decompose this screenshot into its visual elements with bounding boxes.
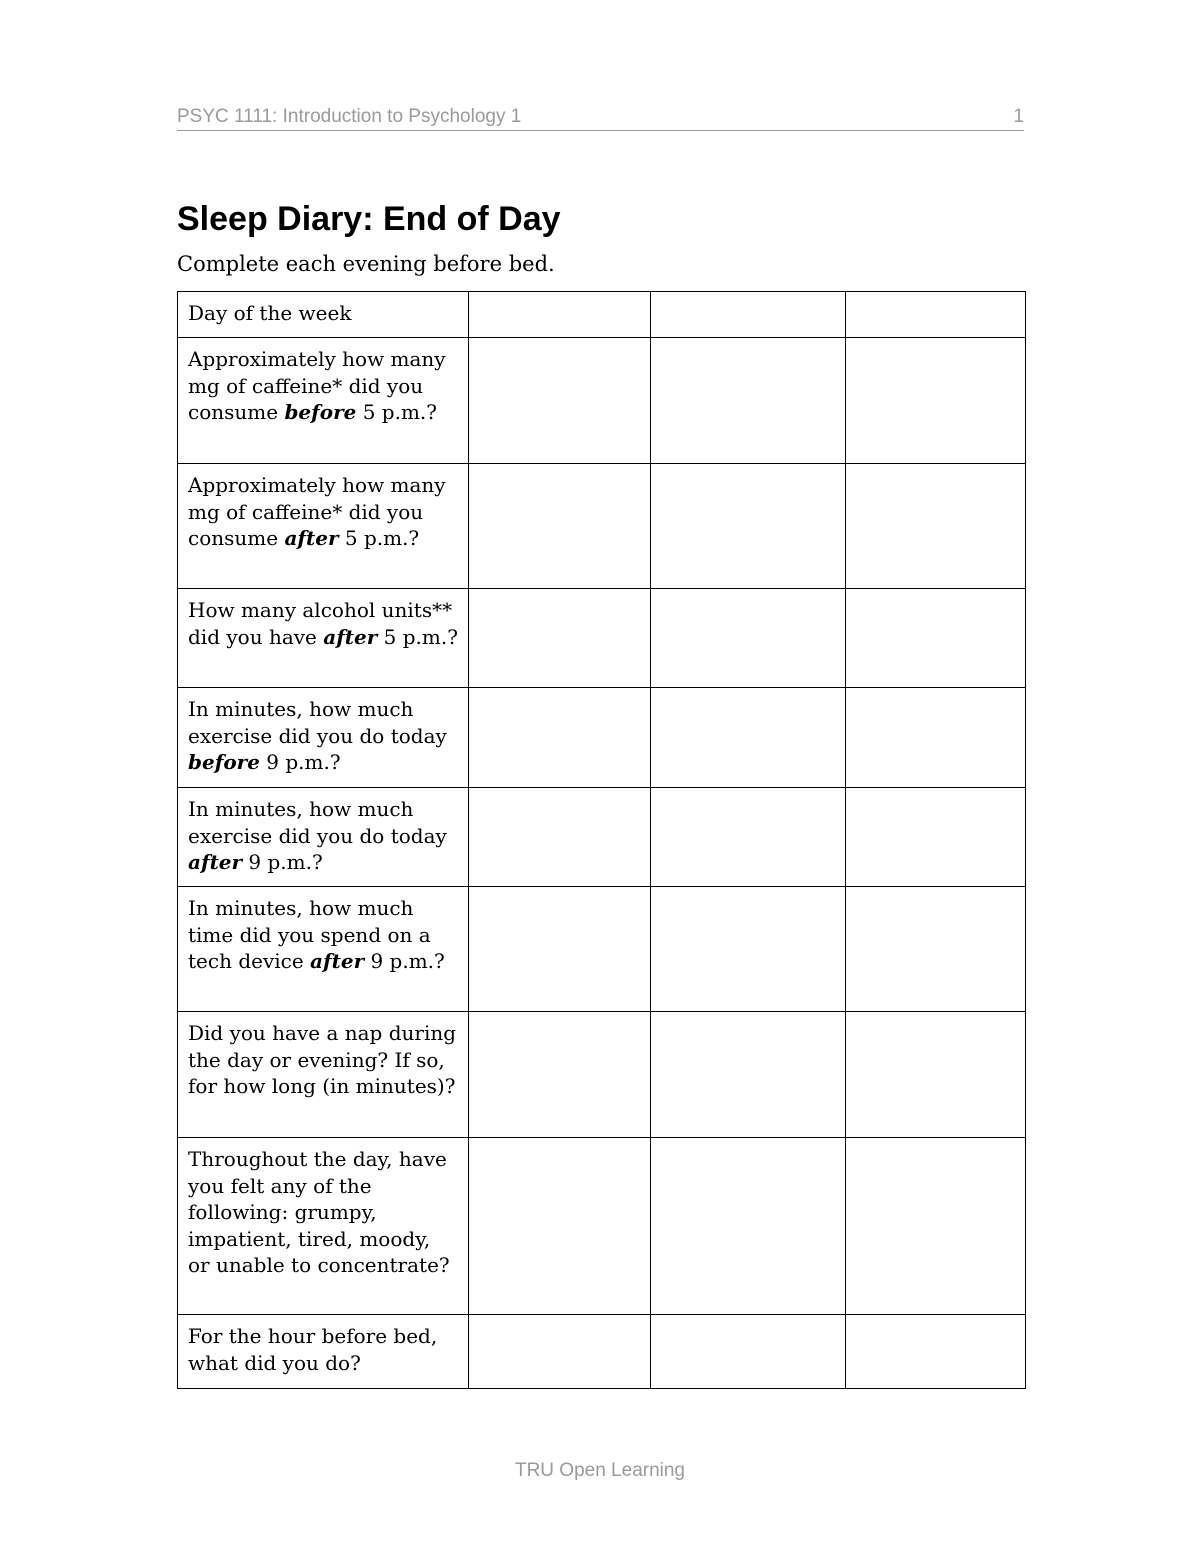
answer-cell-day-3[interactable] bbox=[846, 338, 1026, 464]
emphasis-text: after bbox=[188, 850, 243, 874]
answer-cell-day-2[interactable] bbox=[651, 1012, 846, 1138]
question-cell bbox=[178, 1138, 469, 1315]
question-text: In minutes, how much exercise did you do today bbox=[188, 797, 447, 848]
page-number: 1 bbox=[1013, 106, 1024, 127]
question-text: In minutes, how much exercise did you do today bbox=[188, 697, 447, 748]
diary-row bbox=[178, 292, 1026, 338]
question-text: For the hour before bed, what did you do? bbox=[188, 1324, 438, 1375]
answer-cell-day-3[interactable] bbox=[846, 688, 1026, 788]
question-cell bbox=[178, 338, 469, 464]
answer-cell-day-3[interactable] bbox=[846, 1012, 1026, 1138]
diary-row bbox=[178, 1138, 1026, 1315]
answer-cell-day-1[interactable] bbox=[469, 688, 651, 788]
question-cell bbox=[178, 1012, 469, 1138]
answer-cell-day-1[interactable] bbox=[469, 1315, 651, 1389]
sleep-diary-table bbox=[177, 291, 1026, 1389]
answer-cell-day-1[interactable] bbox=[469, 1138, 651, 1315]
diary-row bbox=[178, 1012, 1026, 1138]
answer-cell-day-2[interactable] bbox=[651, 1315, 846, 1389]
answer-cell-day-2[interactable] bbox=[651, 788, 846, 887]
question-text: Day of the week bbox=[188, 301, 352, 325]
answer-cell-day-3[interactable] bbox=[846, 589, 1026, 688]
answer-cell-day-1[interactable] bbox=[469, 589, 651, 688]
emphasis-text: after bbox=[310, 949, 365, 973]
page-title: Sleep Diary: End of Day bbox=[177, 200, 561, 238]
answer-cell-day-3[interactable] bbox=[846, 887, 1026, 1012]
question-text: 5 p.m.? bbox=[338, 526, 420, 550]
diary-row bbox=[178, 1315, 1026, 1389]
answer-cell-day-3[interactable] bbox=[846, 464, 1026, 589]
question-cell bbox=[178, 589, 469, 688]
question-text: Approximately how many mg of caffeine* did you consume bbox=[188, 473, 446, 550]
answer-cell-day-2[interactable] bbox=[651, 464, 846, 589]
answer-cell-day-1[interactable] bbox=[469, 887, 651, 1012]
answer-cell-day-2[interactable] bbox=[651, 292, 846, 338]
answer-cell-day-3[interactable] bbox=[846, 1138, 1026, 1315]
diary-row bbox=[178, 887, 1026, 1012]
answer-cell-day-1[interactable] bbox=[469, 292, 651, 338]
question-cell bbox=[178, 688, 469, 788]
question-text: In minutes, how much time did you spend on a tech device bbox=[188, 896, 431, 973]
question-text: How many alcohol units** did you have bbox=[188, 598, 453, 649]
page-footer: TRU Open Learning bbox=[514, 1460, 686, 1481]
answer-cell-day-3[interactable] bbox=[846, 788, 1026, 887]
question-cell bbox=[178, 464, 469, 589]
emphasis-text: after bbox=[284, 526, 339, 550]
emphasis-text: before bbox=[188, 750, 260, 774]
answer-cell-day-2[interactable] bbox=[651, 1138, 846, 1315]
answer-cell-day-2[interactable] bbox=[651, 589, 846, 688]
question-cell bbox=[178, 292, 469, 338]
answer-cell-day-1[interactable] bbox=[469, 788, 651, 887]
answer-cell-day-1[interactable] bbox=[469, 464, 651, 589]
diary-row bbox=[178, 688, 1026, 788]
question-text: Approximately how many mg of caffeine* did you consume bbox=[188, 347, 446, 424]
question-text: 9 p.m.? bbox=[364, 949, 445, 973]
answer-cell-day-2[interactable] bbox=[651, 887, 846, 1012]
question-text: 9 p.m.? bbox=[259, 750, 341, 774]
question-text: 9 p.m.? bbox=[242, 850, 323, 874]
question-cell bbox=[178, 788, 469, 887]
diary-row bbox=[178, 464, 1026, 589]
question-text: Throughout the day, have you felt any of the following: grumpy, impatient, tired, moody, or unable to concentrate? bbox=[188, 1147, 450, 1277]
course-title: PSYC 1111: Introduction to Psychology 1 bbox=[177, 106, 522, 127]
question-text: 5 p.m.? bbox=[377, 624, 458, 649]
answer-cell-day-2[interactable] bbox=[651, 688, 846, 788]
diary-row bbox=[178, 788, 1026, 887]
sleep-diary-table-body bbox=[178, 292, 1026, 1389]
answer-cell-day-2[interactable] bbox=[651, 338, 846, 464]
question-text: Did you have a nap during the day or evening? If so, for how long (in minutes)? bbox=[188, 1021, 457, 1098]
diary-row bbox=[178, 338, 1026, 464]
emphasis-text: after bbox=[323, 624, 378, 649]
answer-cell-day-3[interactable] bbox=[846, 292, 1026, 338]
emphasis-text: before bbox=[284, 400, 357, 424]
page-header bbox=[177, 106, 1024, 131]
question-cell bbox=[178, 1315, 469, 1389]
answer-cell-day-3[interactable] bbox=[846, 1315, 1026, 1389]
diary-row bbox=[178, 589, 1026, 688]
answer-cell-day-1[interactable] bbox=[469, 1012, 651, 1138]
question-text: 5 p.m.? bbox=[356, 400, 438, 424]
page-subtitle: Complete each evening before bed. bbox=[177, 252, 555, 276]
answer-cell-day-1[interactable] bbox=[469, 338, 651, 464]
question-cell bbox=[178, 887, 469, 1012]
